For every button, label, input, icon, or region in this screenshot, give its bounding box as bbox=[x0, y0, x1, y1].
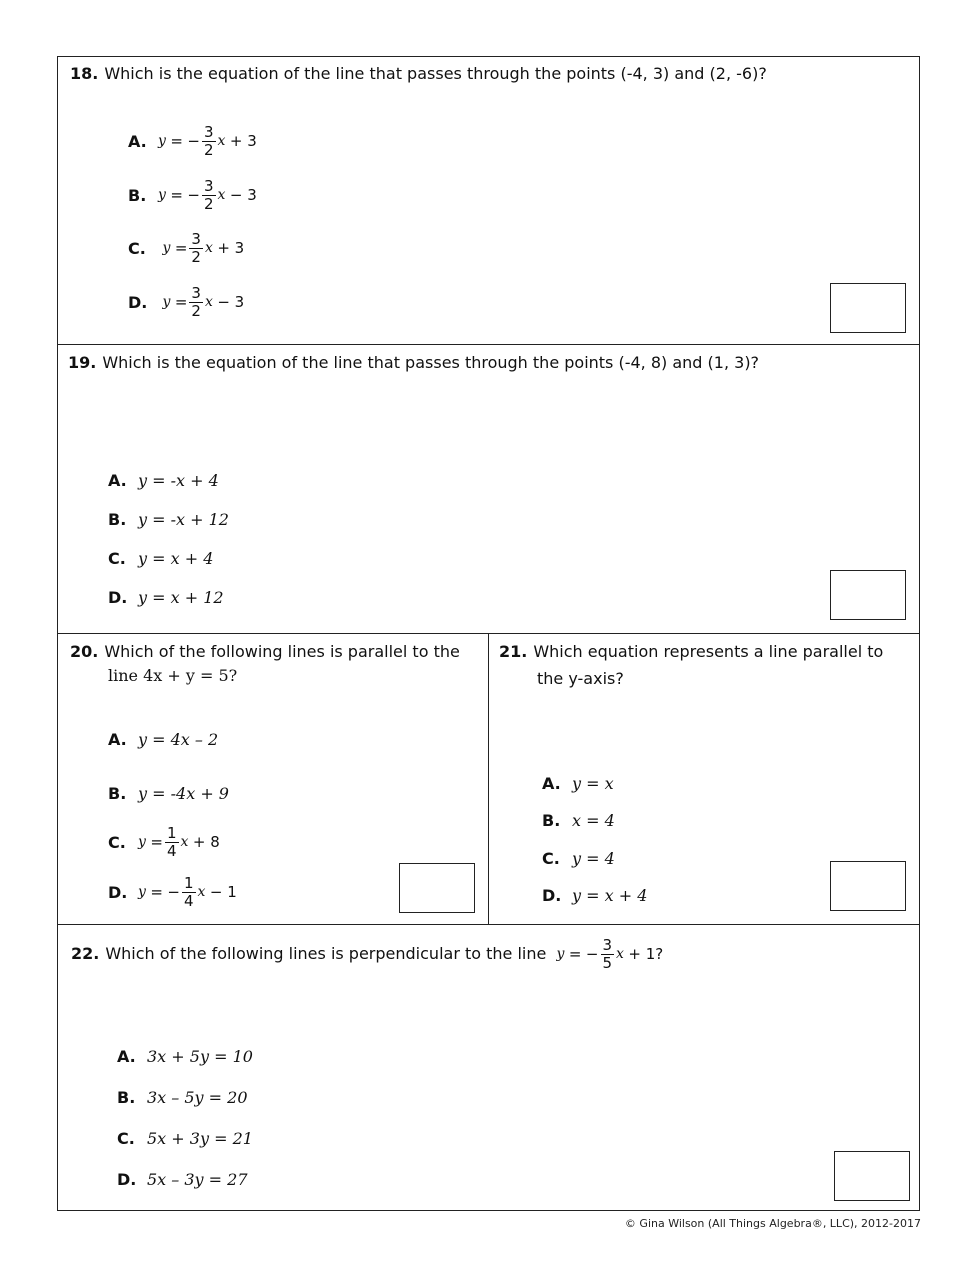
option-letter: D. bbox=[128, 292, 148, 312]
q20-option-a[interactable]: A. y = 4x – 2 bbox=[108, 729, 219, 749]
q20-option-d[interactable]: D. y = − $\frac{1}{4}$ x − 1 bbox=[108, 873, 237, 910]
question-number: 22. bbox=[71, 944, 100, 963]
q22-option-c[interactable]: C. 5x + 3y = 21 bbox=[117, 1128, 253, 1148]
question-number: 21. bbox=[499, 642, 528, 661]
q22-option-d[interactable]: D. 5x – 3y = 27 bbox=[117, 1169, 248, 1189]
question-21-prompt: 21. Which equation represents a line parallel to bbox=[499, 642, 884, 661]
q18-option-b[interactable]: B. y = − $\frac{3}{2}$ x − 3 bbox=[128, 176, 257, 213]
q21-answer-box[interactable] bbox=[830, 861, 906, 911]
q19-option-b[interactable]: B. y = -x + 12 bbox=[108, 509, 229, 529]
q21-option-c[interactable]: C. y = 4 bbox=[542, 848, 615, 868]
question-20-prompt: 20. Which of the following lines is parallel to the bbox=[70, 642, 460, 661]
q20-answer-box[interactable] bbox=[399, 863, 475, 913]
inline-equation: y = − $\frac{3}{5}$ x + 1 ? bbox=[556, 935, 664, 972]
divider-18-19 bbox=[58, 344, 919, 345]
q19-answer-box[interactable] bbox=[830, 570, 906, 620]
question-19-prompt bbox=[68, 352, 759, 374]
option-letter: B. bbox=[128, 185, 147, 205]
divider-20-21 bbox=[488, 633, 489, 925]
q21-option-a[interactable]: A. y = x bbox=[542, 773, 614, 793]
option-letter: A. bbox=[128, 131, 147, 151]
q22-answer-box[interactable] bbox=[834, 1151, 910, 1201]
copyright-notice: © Gina Wilson (All Things Algebra®, LLC), 2012-2017 bbox=[624, 1217, 921, 1230]
q18-option-d[interactable]: D. y = $\frac{3}{2}$ x − 3 bbox=[128, 283, 245, 320]
question-text: Which is the equation of the line that passes through the points (-4, 8) and (1, 3)? bbox=[102, 353, 760, 372]
question-text: Which is the equation of the line that passes through the points (-4, 3) and (2, -6)? bbox=[104, 64, 767, 83]
q18-option-a[interactable]: A. y = − $\frac{3}{2}$ x + 3 bbox=[128, 122, 257, 159]
q18-option-c[interactable]: C. y = $\frac{3}{2}$ x + 3 bbox=[128, 229, 245, 266]
q20-option-b[interactable]: B. y = -4x + 9 bbox=[108, 783, 229, 803]
q18-answer-box[interactable] bbox=[830, 283, 906, 333]
option-letter: C. bbox=[128, 238, 146, 258]
q19-option-c[interactable]: C. y = x + 4 bbox=[108, 548, 214, 568]
q20-option-c[interactable]: C. y = $\frac{1}{4}$ x + 8 bbox=[108, 823, 220, 860]
question-18-prompt bbox=[70, 63, 767, 85]
q22-option-a[interactable]: A. 3x + 5y = 10 bbox=[117, 1046, 253, 1066]
question-number: 18. bbox=[70, 64, 99, 83]
question-22-prompt: 22. Which of the following lines is perpendicular to the line y = − $\frac{3}{5}$ x + 1 ? bbox=[71, 935, 664, 972]
q21-option-b[interactable]: B. x = 4 bbox=[542, 810, 615, 830]
question-20-prompt-line2: line 4x + y = 5? bbox=[108, 666, 238, 685]
q22-option-b[interactable]: B. 3x – 5y = 20 bbox=[117, 1087, 248, 1107]
question-number: 19. bbox=[68, 353, 97, 372]
question-number: 20. bbox=[70, 642, 99, 661]
q21-option-d[interactable]: D. y = x + 4 bbox=[542, 885, 648, 905]
q19-option-d[interactable]: D. y = x + 12 bbox=[108, 587, 224, 607]
worksheet-frame bbox=[57, 56, 920, 1211]
question-21-prompt-line2: the y-axis? bbox=[537, 669, 624, 688]
q19-option-a[interactable]: A. y = -x + 4 bbox=[108, 470, 219, 490]
